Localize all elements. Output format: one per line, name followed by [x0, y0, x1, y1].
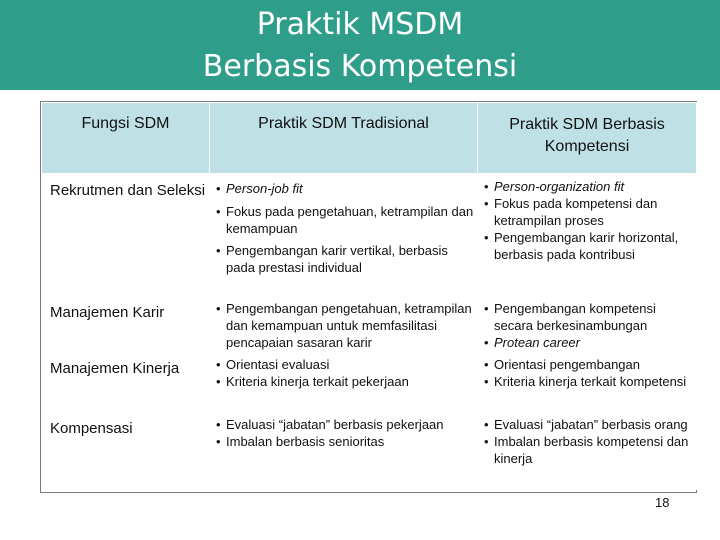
- row-function-label: Kompensasi: [42, 412, 210, 490]
- title-banner: [0, 0, 720, 90]
- row-traditional-cell: [210, 352, 478, 412]
- table-row: [42, 412, 697, 490]
- row-competency-cell: [478, 352, 697, 412]
- table-row: [42, 174, 697, 296]
- page-number: 18: [655, 495, 670, 510]
- table-row: [42, 296, 697, 352]
- comparison-table: [41, 102, 697, 490]
- list-item: • Evaluasi “jabatan” berbasis pekerjaan: [216, 417, 444, 432]
- row-traditional-cell: [210, 296, 478, 352]
- list-item: • Fokus pada pengetahuan, ketrampilan dan kemampuan: [216, 204, 474, 236]
- list-item: • Protean career: [484, 335, 580, 350]
- table-header-row: [42, 103, 697, 174]
- list-item: • Person-job fit: [216, 181, 303, 196]
- table-row: [42, 352, 697, 412]
- list-item: • Imbalan berbasis senioritas: [216, 434, 385, 449]
- row-function-label: Manajemen Kinerja: [42, 352, 210, 412]
- list-item: • Fokus pada kompetensi dan ketrampilan proses: [484, 196, 658, 228]
- list-item: • Pengembangan karir horizontal, berbasis pada kontribusi: [484, 230, 679, 262]
- comparison-table-frame: [40, 101, 697, 493]
- list-item: • Kriteria kinerja terkait pekerjaan: [216, 374, 409, 389]
- list-item: • Pengembangan karir vertikal, berbasis pada prestasi individual: [216, 243, 448, 275]
- list-item: • Person-organization fit: [484, 179, 625, 194]
- header-praktik-kompetensi: Praktik SDM Berbasis Kompetensi: [478, 103, 697, 174]
- header-fungsi-sdm: Fungsi SDM: [42, 103, 210, 174]
- row-function-label: Rekrutmen dan Seleksi: [42, 174, 210, 296]
- title-line-2: Berbasis Kompetensi: [202, 49, 518, 84]
- list-item: • Orientasi pengembangan: [484, 357, 640, 372]
- row-competency-cell: [478, 296, 697, 352]
- row-competency-cell: [478, 174, 697, 296]
- list-item: • Orientasi evaluasi: [216, 357, 330, 372]
- row-function-label: Manajemen Karir: [42, 296, 210, 352]
- page-title: [0, 4, 720, 88]
- list-item: • Imbalan berbasis kompetensi dan kinerja: [484, 434, 689, 466]
- row-traditional-cell: [210, 174, 478, 296]
- row-competency-cell: [478, 412, 697, 490]
- list-item: • Pengembangan pengetahuan, ketrampilan dan kemampuan untuk memfasilitasi pencapaian sasaran karir: [216, 301, 472, 350]
- list-item: • Pengembangan kompetensi secara berkesinambungan: [484, 301, 656, 333]
- header-praktik-tradisional: Praktik SDM Tradisional: [210, 103, 478, 174]
- list-item: • Evaluasi “jabatan” berbasis orang: [484, 417, 688, 432]
- list-item: • Kriteria kinerja terkait kompetensi: [484, 374, 687, 389]
- title-line-1: Praktik MSDM: [256, 7, 464, 42]
- row-traditional-cell: [210, 412, 478, 490]
